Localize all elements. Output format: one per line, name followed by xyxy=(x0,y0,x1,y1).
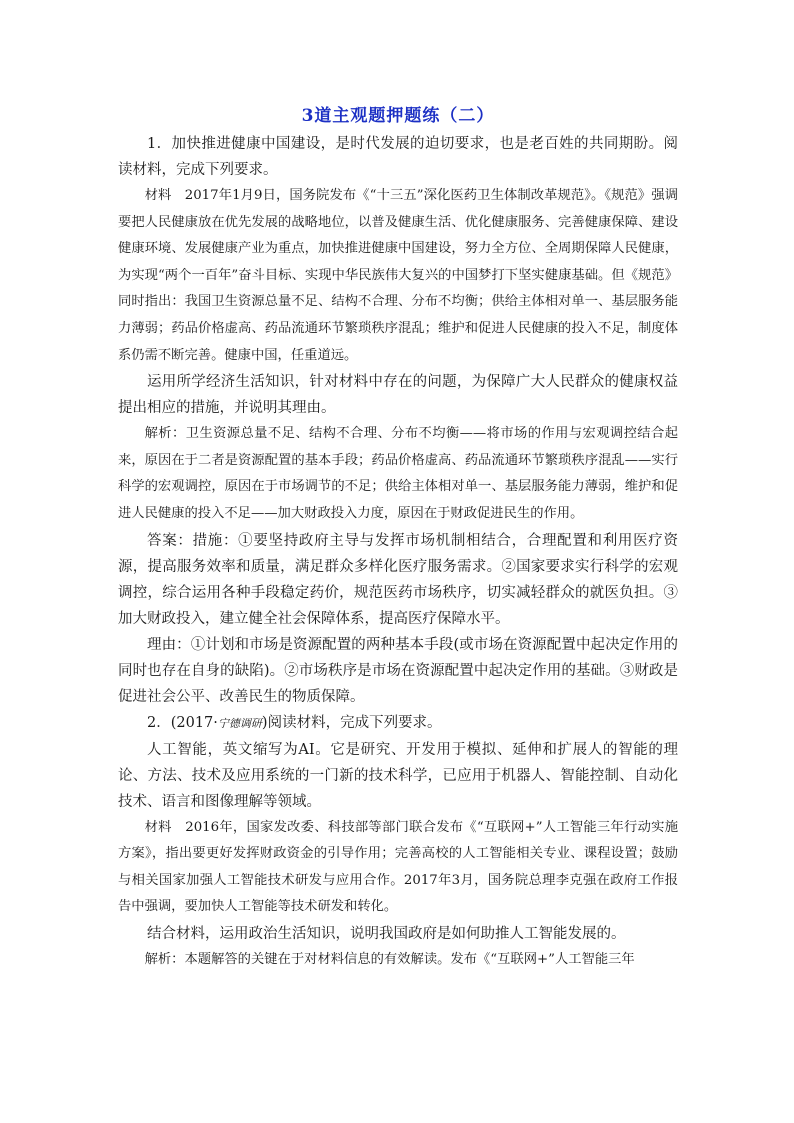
q1-analysis-label: 解析： xyxy=(144,426,186,442)
q2-analysis-label: 解析： xyxy=(144,951,185,967)
q2-material xyxy=(118,815,678,921)
q1-reason: 理由：①计划和市场是资源配置的两种基本手段(或市场在资源配置中起决定作用的同时也存在自身的缺陷)。②市场秩序是市场在资源配置中起决定作用的基础。③财政是促进社会公平、改善民生的物质保障。 xyxy=(118,636,678,705)
q1-answer-text: 措施：①要坚持政府主导与发挥市场机制相结合，合理配置和利用医疗资源，提高服务效率和质量，满足群众多样化医疗服务需求。②国家要求实行科学的宏观调控，综合运用各种手段稳定药价，规范医药市场秩序，切实减轻群众的就医负担。③加大财政投入，建立健全社会保障体系，提高医疗保障水平。 xyxy=(118,532,679,627)
document-page xyxy=(118,104,678,974)
q1-analysis xyxy=(118,421,678,527)
page-title: 3道主观题押题练（二） xyxy=(301,106,495,126)
q2-stem-prefix: 2．(2017· xyxy=(147,714,218,731)
q2-analysis xyxy=(118,947,678,974)
q1-answer-label: 答案： xyxy=(147,532,193,549)
q1-answer xyxy=(118,528,678,632)
q2-stem xyxy=(118,710,678,737)
q1-material-label: 材料 xyxy=(144,188,172,203)
q1-material-text: 2017年1月9日，国务院发布《“十三五”深化医药卫生体制改革规范》。《规范》强调要把人民健康放在优先发展的战略地位，以普及健康生活、优化健康服务、完善健康保障、建设健康环境、发展健康产业为重点，加快推进健康中国建设，努力全方位、全周期保障人民健康，为实现“两个一百年”奋斗目标、实现中华民族伟大复兴的中国梦打下坚实健康基础。但《规范》同时指出：我国卫生资源总量不足、结构不合理、分布不均衡；供给主体相对单一、基层服务能力薄弱；药品价格虚高、药品流通环节繁琐秩序混乱；维护和促进人民健康的投入不足，制度体系仍需不断完善。健康中国，任重道远。 xyxy=(118,188,678,363)
q1-analysis-text: 卫生资源总量不足、结构不合理、分布不均衡——将市场的作用与宏观调控结合起来，原因在于二者是资源配置的基本手段；药品价格虚高、药品流通环节繁琐秩序混乱——实行科学的宏观调控，原因在于市场调节的不足；供给主体相对单一、基层服务能力薄弱，维护和促进人民健康的投入不足——加大财政投入力度，原因在于财政促进民生的作用。 xyxy=(118,426,678,521)
q1-task: 运用所学经济生活知识，针对材料中存在的问题，为保障广大人民群众的健康权益提出相应的措施，并说明其理由。 xyxy=(118,374,678,417)
q2-intro: 人工智能，英文缩写为AI。它是研究、开发用于模拟、延伸和扩展人的智能的理论、方法、技术及应用系统的一门新的技术科学，已应用于机器人、智能控制、自动化技术、语言和图像理解等领域。 xyxy=(118,741,678,810)
q2-material-label: 材料 xyxy=(144,819,172,835)
q2-task: 结合材料，运用政治生活知识，说明我国政府是如何助推人工智能发展的。 xyxy=(147,925,626,942)
q1-material xyxy=(118,183,678,369)
q2-material-text: 2016年，国家发改委、科技部等部门联合发布《“互联网+”人工智能三年行动实施方案》，指出要更好发挥财政资金的引导作用；完善高校的人工智能相关专业、课程设置；鼓励与相关国家加强人工智能技术研发与应用合作。2017年3月，国务院总理李克强在政府工作报告中强调，要加快人工智能等技术研发和转化。 xyxy=(118,819,679,915)
q1-stem: 1．加快推进健康中国建设，是时代发展的迫切要求，也是老百姓的共同期盼。阅读材料，完成下列要求。 xyxy=(118,136,678,178)
q2-stem-suffix: )阅读材料，完成下列要求。 xyxy=(261,714,442,731)
q2-analysis-text: 本题解答的关键在于对材料信息的有效解读。发布《“互联网+”人工智能三年 xyxy=(184,951,635,967)
q2-stem-source: 宁德调研 xyxy=(217,716,262,730)
